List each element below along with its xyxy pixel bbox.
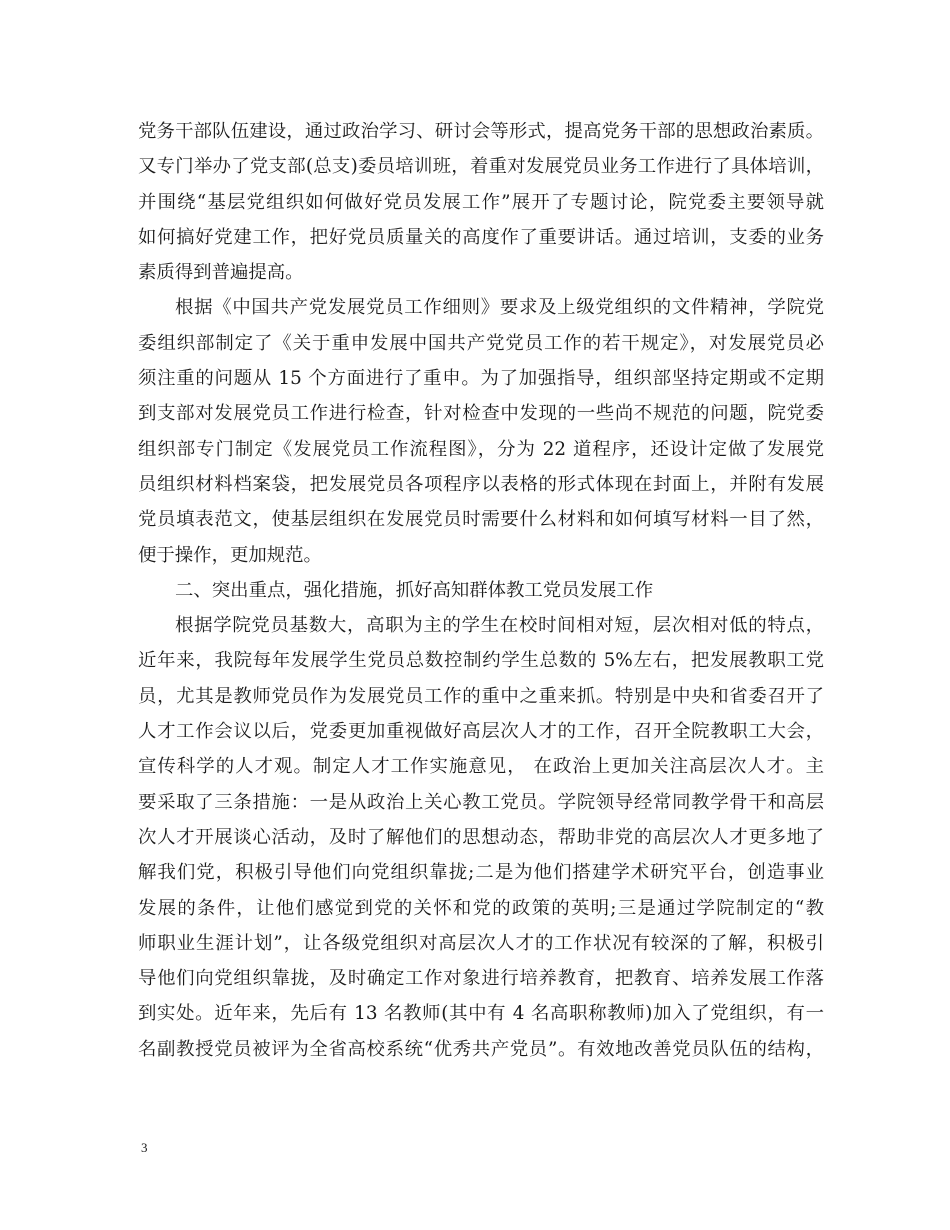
text-line: 又专门举办了党支部(总支)委员培训班，着重对发展党员业务工作进行了具体培训， xyxy=(138,156,824,178)
text-line: 并围绕“基层党组织如何做好党员发展工作”展开了专题讨论，院党委主要领导就 xyxy=(138,191,824,213)
text-line: 便于操作，更加规范。 xyxy=(138,544,322,566)
page-number: 3 xyxy=(141,1140,148,1155)
text-line: 党务干部队伍建设，通过政治学习、研讨会等形式，提高党务干部的思想政治素质。 xyxy=(138,121,824,142)
text-line: 委组织部制定了《关于重申发展中国共产党党员工作的若干规定》，对发展党员必 xyxy=(138,332,824,354)
text-line: 二、突出重点，强化措施，抓好高知群体教工党员发展工作 xyxy=(175,579,654,601)
text-line: 发展的条件，让他们感觉到党的关怀和党的政策的英明;三是通过学院制定的“教 xyxy=(138,897,824,919)
text-line: 师职业生涯计划”，让各级党组织对高层次人才的工作状况有较深的了解，积极引 xyxy=(138,932,824,954)
text-line: 党员填表范文，使基层组织在发展党员时需要什么材料和如何填写材料一目了然， xyxy=(138,509,824,531)
text-line: 次人才开展谈心活动，及时了解他们的思想动态，帮助非党的高层次人才更多地了 xyxy=(138,826,824,848)
text-line: 如何搞好党建工作，把好党员质量关的高度作了重要讲话。通过培训，支委的业务 xyxy=(138,226,824,248)
text-line: 导他们向党组织靠拢，及时确定工作对象进行培养教育，把教育、培养发展工作落 xyxy=(138,968,824,990)
text-line: 根据《中国共产党发展党员工作细则》要求及上级党组织的文件精神，学院党 xyxy=(175,297,824,319)
text-line: 员，尤其是教师党员作为发展党员工作的重中之重来抓。特别是中央和省委召开了 xyxy=(138,685,824,707)
text-line: 到实处。近年来，先后有 13 名教师(其中有 4 名高职称教师)加入了党组织，有一 xyxy=(138,1003,824,1025)
text-line: 解我们党，积极引导他们向党组织靠拢;二是为他们搭建学术研究平台，创造事业 xyxy=(138,862,824,884)
text-line: 须注重的问题从 15 个方面进行了重申。为了加强指导，组织部坚持定期或不定期 xyxy=(138,368,824,390)
text-line: 组织部专门制定《发展党员工作流程图》，分为 22 道程序，还设计定做了发展党 xyxy=(138,438,824,460)
text-line: 到支部对发展党员工作进行检查，针对检查中发现的一些尚不规范的问题，院党委 xyxy=(138,403,824,425)
text-line: 宣传科学的人才观。制定人才工作实施意见， 在政治上更加关注高层次人才。主 xyxy=(138,756,824,778)
text-line: 根据学院党员基数大，高职为主的学生在校时间相对短，层次相对低的特点， xyxy=(175,615,824,637)
text-line: 要采取了三条措施：一是从政治上关心教工党员。学院领导经常同教学骨干和高层 xyxy=(138,791,824,813)
body-text xyxy=(138,114,824,1067)
text-line: 名副教授党员被评为全省高校系统“优秀共产党员”。有效地改善党员队伍的结构， xyxy=(138,1038,824,1060)
text-line: 近年来，我院每年发展学生党员总数控制约学生总数的 5%左右，把发展教职工党 xyxy=(138,650,824,672)
text-line: 素质得到普遍提高。 xyxy=(138,262,304,284)
text-line: 员组织材料档案袋，把发展党员各项程序以表格的形式体现在封面上，并附有发展 xyxy=(138,473,824,495)
text-line: 人才工作会议以后，党委更加重视做好高层次人才的工作，召开全院教职工大会， xyxy=(138,721,824,743)
